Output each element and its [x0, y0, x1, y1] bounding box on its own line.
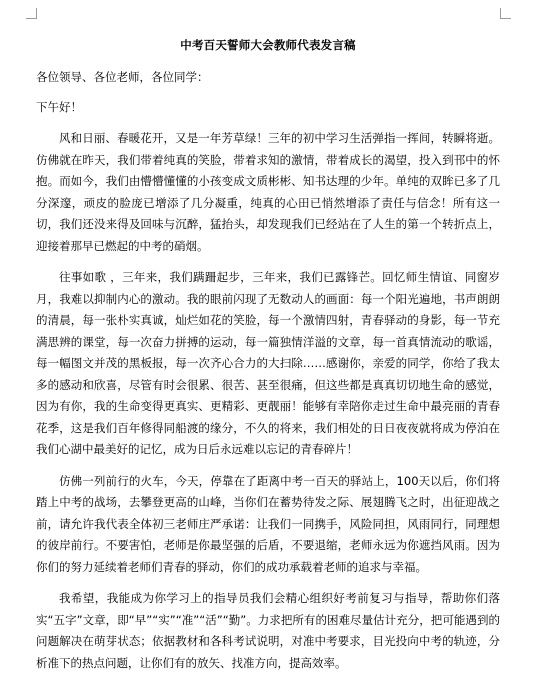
paragraph-1: 风和日丽、春暖花开，又是一年芳草绿！三年的初中学习生活弹指一挥间，转瞬将逝。仿佛就在昨天，我们带着纯真的笑脸，带着求知的激情，带着成长的渴望，投入到邗中的怀抱。而如今，我们由懵懵懂懂的小孩变成文质彬彬、知书达理的少年。单纯的双眸已多了几分深邃，顽皮的脸庞已增添了几分凝重，纯真的心田已悄然增添了责任与信念！所有这一切，我们还没来得及回味与沉醉，猛抬头，却发现我们已经站在了人生的第一个转折点上，迎接着那早已燃起的中考的硝烟。: [36, 131, 500, 253]
document-title: 中考百天誓师大会教师代表发言稿: [180, 38, 356, 52]
paragraph-2: 往事如歌 ，三年来，我们蹒跚起步，三年来，我们已露锋芒。回忆师生情谊、同窗岁月，我难以抑制内心的激动。我的眼前闪现了无数动人的画面：每一个阳光遍地，书声朗朗的清晨，每一张朴实真诚，灿烂如花的笑脸，每一个激情四射，青春驿动的身影，每一节充满思辨的课堂，每一次奋力拼搏的运动，每一篇独情洋溢的文章，每一首真情流动的歌谣，每一幅图文并茂的黑板报，每一次齐心合力的大扫除……感谢你，亲爱的同学，你给了我太多的感动和欣喜，尽管有时会很累、很苦、甚至很痛，但这些都是真真切切地生命的感觉，因为有你，我的生命变得更真实、更精彩、更靓丽！能够有幸陪你走过生命中最亮丽的青春花季，这是我们百年修得同船渡的缘分，不久的将来，我们相处的日日夜夜就将成为停泊在我们心湖中最美好的记忆，成为日后永远难以忘记的青春碎片！: [36, 270, 500, 456]
paragraph-4: 我希望，我能成为你学习上的指导员我们会精心组织好考前复习与指导，帮助你们落实“五字”文章，即“早”“实”“准”“活”“勤”。力求把所有的困难尽量估计充分，把可能遇到的问题解决在萌芽状态；依据教材和各科考试说明，对准中考要求，目光投向中考的轨迹，分析准下的热点问题，让你们有的放矢、找准方向，提高效率。: [36, 591, 500, 670]
page-margin-marker-top-left: [26, 8, 37, 19]
paragraph-3: 仿佛一列前行的火车，今天，停靠在了距离中考一百天的驿站上，100天以后，你们将踏上中考的战场，去攀登更高的山峰，当你们在蓄势待发之际、展翅腾飞之时，出征迎战之前，请允许我代表全体初三老师庄严承诺：让我们一同携手，风险同担，风雨同行，同理想的彼岸前行。不要害怕，老师是你最坚强的后盾，不要退缩，老师永远为你遮挡风雨。因为你们的努力延续着老师们青春的驿动，你们的成功承载着老师的追求与幸福。: [36, 473, 500, 574]
page-margin-marker-top-right: [500, 8, 511, 19]
greeting: 下午好！: [36, 100, 82, 114]
salutation: 各位领导、各位老师，各位同学：: [36, 70, 209, 84]
document-body[interactable]: [36, 36, 500, 684]
